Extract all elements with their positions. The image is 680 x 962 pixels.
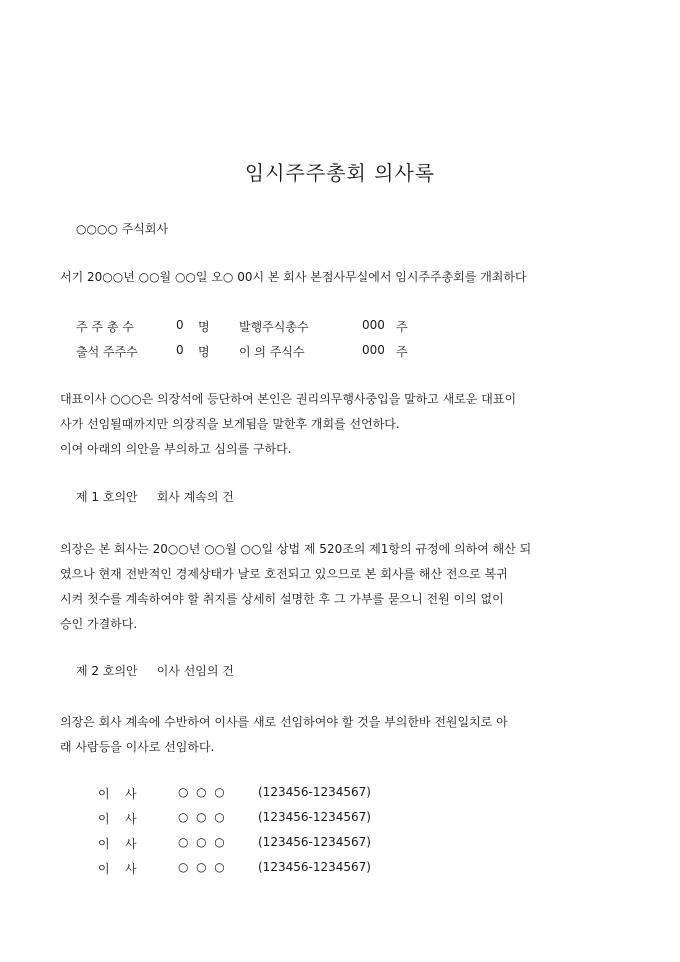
- shares-count: 0: [176, 343, 184, 357]
- director-name: ○ ○ ○: [178, 810, 225, 824]
- director-name: ○ ○ ○: [178, 785, 225, 799]
- agenda-2-heading: 제 2 호의안 이사 선임의 건: [76, 664, 234, 678]
- director-role: 이 사: [98, 787, 137, 801]
- paragraph-line: 시켜 첫수를 계속하여야 할 취지를 상세히 설명한 후 그 가부를 묻으니 전원 이의 없이: [60, 592, 504, 606]
- shares-label2: 발행주식총수: [239, 320, 309, 334]
- shares-count: 0: [176, 318, 184, 332]
- director-id: (123456-1234567): [258, 835, 371, 849]
- director-name: ○ ○ ○: [178, 860, 225, 874]
- paragraph-line: 의장은 본 회사는 20○○년 ○○월 ○○일 상법 제 520조의 제1항의 규정에 의하여 해산 되: [60, 542, 532, 556]
- paragraph-line: 사가 선임될때까지만 의장직을 보게됨을 말한후 개회를 선언하다.: [60, 417, 400, 431]
- opening-statement: 서기 20○○년 ○○월 ○○일 오○ 00시 본 회사 본점사무실에서 임시주주총회를 개최하다: [60, 270, 527, 284]
- paragraph-line: 승인 가결하다.: [60, 617, 138, 631]
- director-row: [98, 785, 398, 801]
- paragraph-line: 대표이사 ○○○은 의장석에 등단하여 본인은 권리의무행사중입을 말하고 새로운 대표이: [60, 392, 517, 406]
- shares-value: 000: [362, 318, 385, 332]
- director-id: (123456-1234567): [258, 785, 371, 799]
- agenda-1-body: [60, 537, 622, 637]
- paragraph-line: 래 사람등을 이사로 선임하다.: [60, 740, 215, 754]
- shares-label2: 이 의 주식수: [239, 345, 305, 359]
- chair-paragraph: [60, 387, 622, 462]
- shares-unit2: 주: [396, 320, 408, 334]
- shares-unit: 명: [198, 320, 210, 334]
- shares-unit2: 주: [396, 345, 408, 359]
- paragraph-line: 였으나 현재 전반적인 경제상태가 날로 호전되고 있으므로 본 회사를 해산 전으로 복귀: [60, 567, 508, 581]
- shares-unit: 명: [198, 345, 210, 359]
- shares-value: 000: [362, 343, 385, 357]
- paragraph-line: 이여 아래의 의안을 부의하고 심의를 구하다.: [60, 442, 292, 456]
- document-title: 임시주주총회 의사록: [244, 161, 436, 185]
- director-id: (123456-1234567): [258, 810, 371, 824]
- director-row: [98, 835, 398, 851]
- agenda-1-heading: 제 1 호의안 회사 계속의 건: [76, 490, 234, 504]
- company-name: ○○○○ 주식회사: [76, 222, 169, 236]
- director-row: [98, 810, 398, 826]
- director-id: (123456-1234567): [258, 860, 371, 874]
- shares-row-total: [76, 318, 476, 334]
- director-row: [98, 860, 398, 876]
- director-name: ○ ○ ○: [178, 835, 225, 849]
- director-role: 이 사: [98, 862, 137, 876]
- director-role: 이 사: [98, 837, 137, 851]
- agenda-2-body: [60, 710, 622, 760]
- director-role: 이 사: [98, 812, 137, 826]
- paragraph-line: 의장은 회사 계속에 수반하여 이사를 새로 선임하여야 할 것을 부의한바 전원일치로 아: [60, 715, 508, 729]
- shares-label: 출석 주주수: [76, 345, 138, 359]
- shares-row-attending: [76, 343, 476, 359]
- shares-label: 주 주 총 수: [76, 320, 134, 334]
